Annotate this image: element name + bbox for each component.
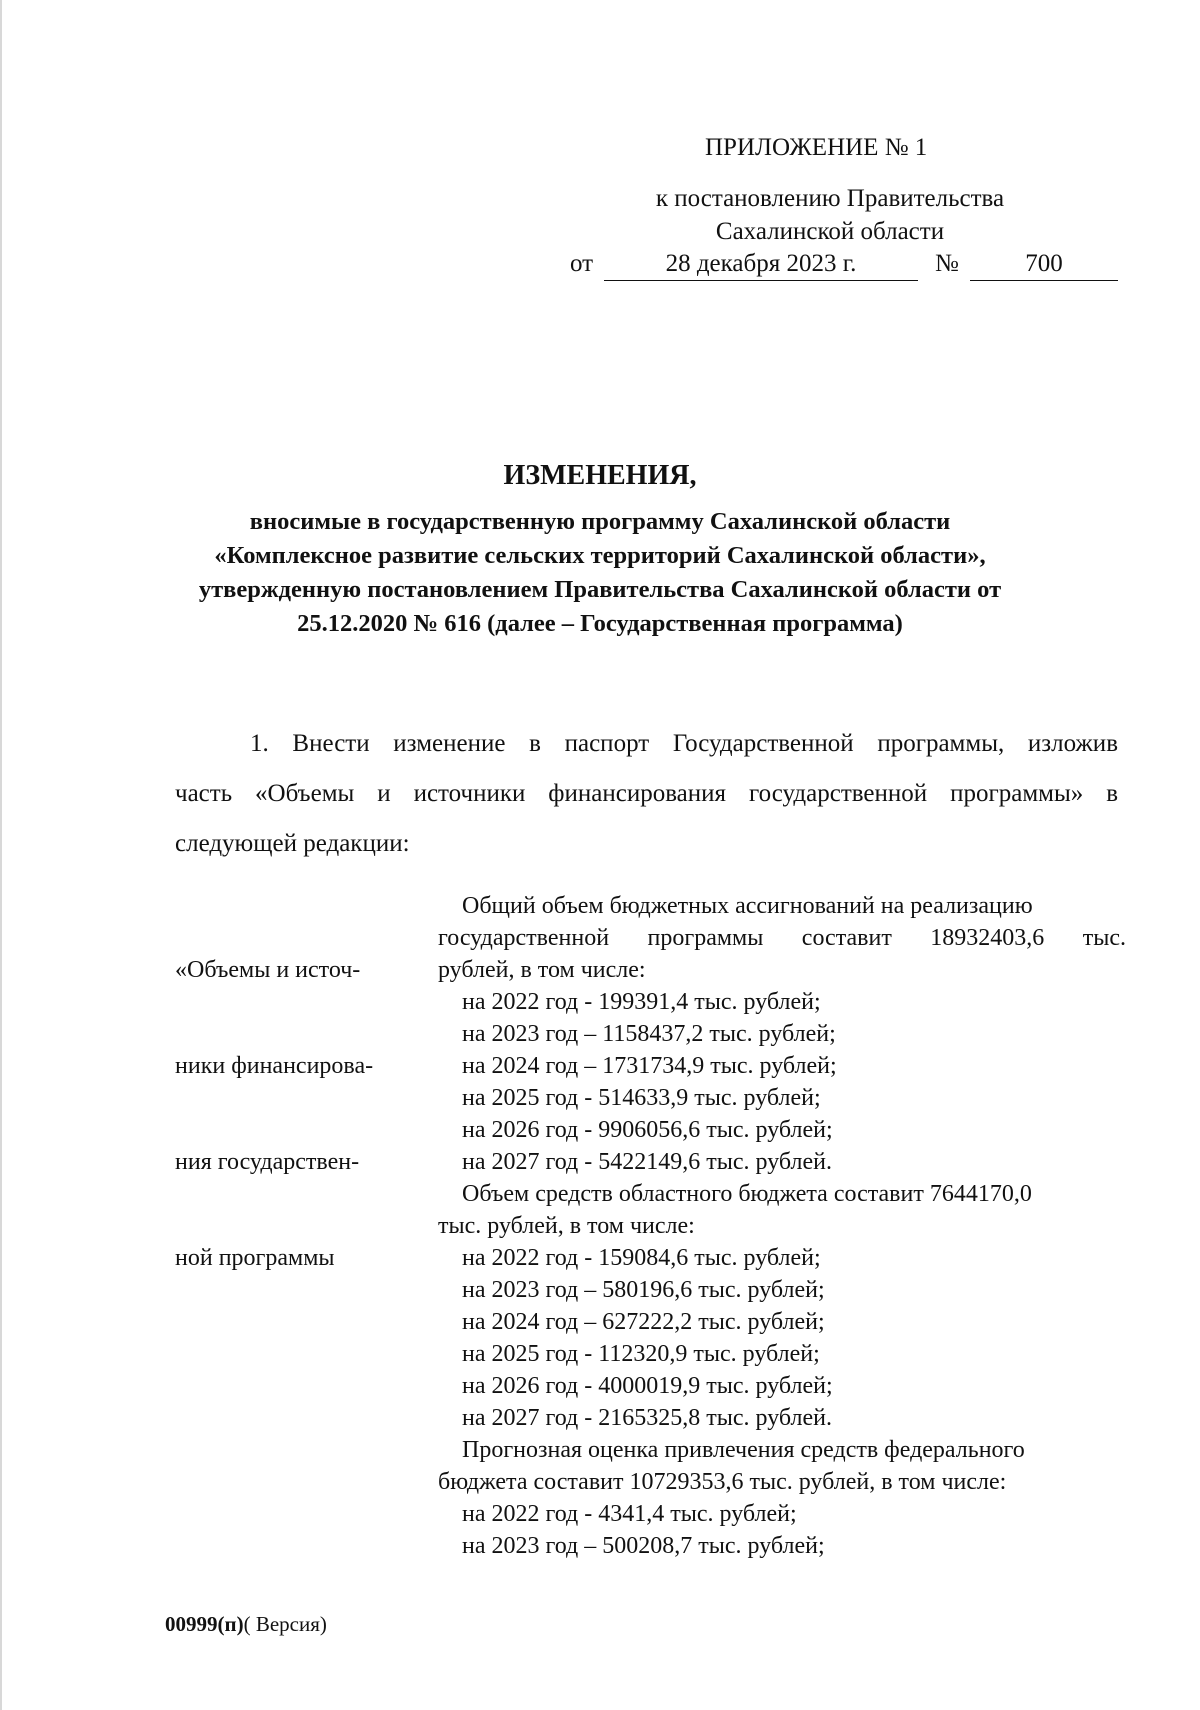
- regional-year-line: на 2023 год – 580196,6 тыс. рублей;: [462, 1277, 825, 1303]
- resolution-number: 700: [970, 250, 1118, 281]
- paragraph-line-1: 1. Внести изменение в паспорт Государственной программы, изложив: [250, 730, 1118, 757]
- document-version: ( Версия): [243, 1612, 327, 1636]
- paragraph-line-2: часть «Объемы и источники финансирования государственной программы» в: [175, 780, 1118, 807]
- funding-total-line: Общий объем бюджетных ассигнований на реализацию: [462, 893, 1033, 919]
- funding-total-line: государственной программы составит 18932403,6 тыс.: [438, 925, 1126, 951]
- funding-total-line: рублей, в том числе:: [438, 957, 646, 983]
- passport-label-line: ния государствен-: [175, 1149, 360, 1175]
- document-footer: [165, 1612, 327, 1637]
- federal-year-line: на 2023 год – 500208,7 тыс. рублей;: [462, 1533, 825, 1559]
- regional-year-line: на 2022 год - 159084,6 тыс. рублей;: [462, 1245, 821, 1271]
- paragraph-line-3: следующей редакции:: [175, 830, 410, 857]
- appendix-title: ПРИЛОЖЕНИЕ № 1: [705, 134, 928, 161]
- funding-year-line: на 2027 год - 5422149,6 тыс. рублей.: [462, 1149, 832, 1175]
- federal-year-line: на 2022 год - 4341,4 тыс. рублей;: [462, 1501, 797, 1527]
- document-code: 00999(п): [165, 1612, 244, 1636]
- passport-label-line: «Объемы и источ-: [175, 957, 361, 983]
- regional-year-line: на 2027 год - 2165325,8 тыс. рублей.: [462, 1405, 832, 1431]
- funding-year-line: на 2025 год - 514633,9 тыс. рублей;: [462, 1085, 821, 1111]
- title-line-3: утвержденную постановлением Правительства Сахалинской области от: [198, 576, 1002, 603]
- passport-section-content: [438, 890, 1126, 1562]
- regional-budget-line: тыс. рублей, в том числе:: [438, 1213, 695, 1239]
- regional-year-line: на 2025 год - 112320,9 тыс. рублей;: [462, 1341, 820, 1367]
- federal-budget-line: Прогнозная оценка привлечения средств федерального: [462, 1437, 1025, 1463]
- appendix-region: Сахалинской области: [715, 218, 945, 245]
- appendix-to-resolution: к постановлению Правительства: [655, 185, 1005, 212]
- title-line-2: «Комплексное развитие сельских территорий Сахалинской области»,: [214, 542, 986, 569]
- number-label: №: [935, 250, 959, 277]
- funding-year-line: на 2026 год - 9906056,6 тыс. рублей;: [462, 1117, 833, 1143]
- title-line-1: вносимые в государственную программу Сахалинской области: [249, 508, 951, 535]
- regional-year-line: на 2026 год - 4000019,9 тыс. рублей;: [462, 1373, 833, 1399]
- regional-budget-line: Объем средств областного бюджета составит 7644170,0: [462, 1181, 1032, 1207]
- funding-year-line: на 2023 год – 1158437,2 тыс. рублей;: [462, 1021, 836, 1047]
- resolution-date: 28 декабря 2023 г.: [604, 250, 918, 281]
- passport-label-line: ники финансирова-: [175, 1053, 374, 1079]
- resolution-date-row: [0, 250, 1200, 286]
- passport-label-line: ной программы: [175, 1245, 335, 1271]
- passport-section-label: [175, 890, 373, 1338]
- regional-year-line: на 2024 год – 627222,2 тыс. рублей;: [462, 1309, 825, 1335]
- document-title: ИЗМЕНЕНИЯ,: [503, 460, 697, 491]
- from-label: от: [570, 250, 594, 277]
- funding-year-line: на 2022 год - 199391,4 тыс. рублей;: [462, 989, 821, 1015]
- funding-year-line: на 2024 год – 1731734,9 тыс. рублей;: [462, 1053, 837, 1079]
- title-line-4: 25.12.2020 № 616 (далее – Государственная программа): [297, 610, 903, 637]
- federal-budget-line: бюджета составит 10729353,6 тыс. рублей, в том числе:: [438, 1469, 1007, 1495]
